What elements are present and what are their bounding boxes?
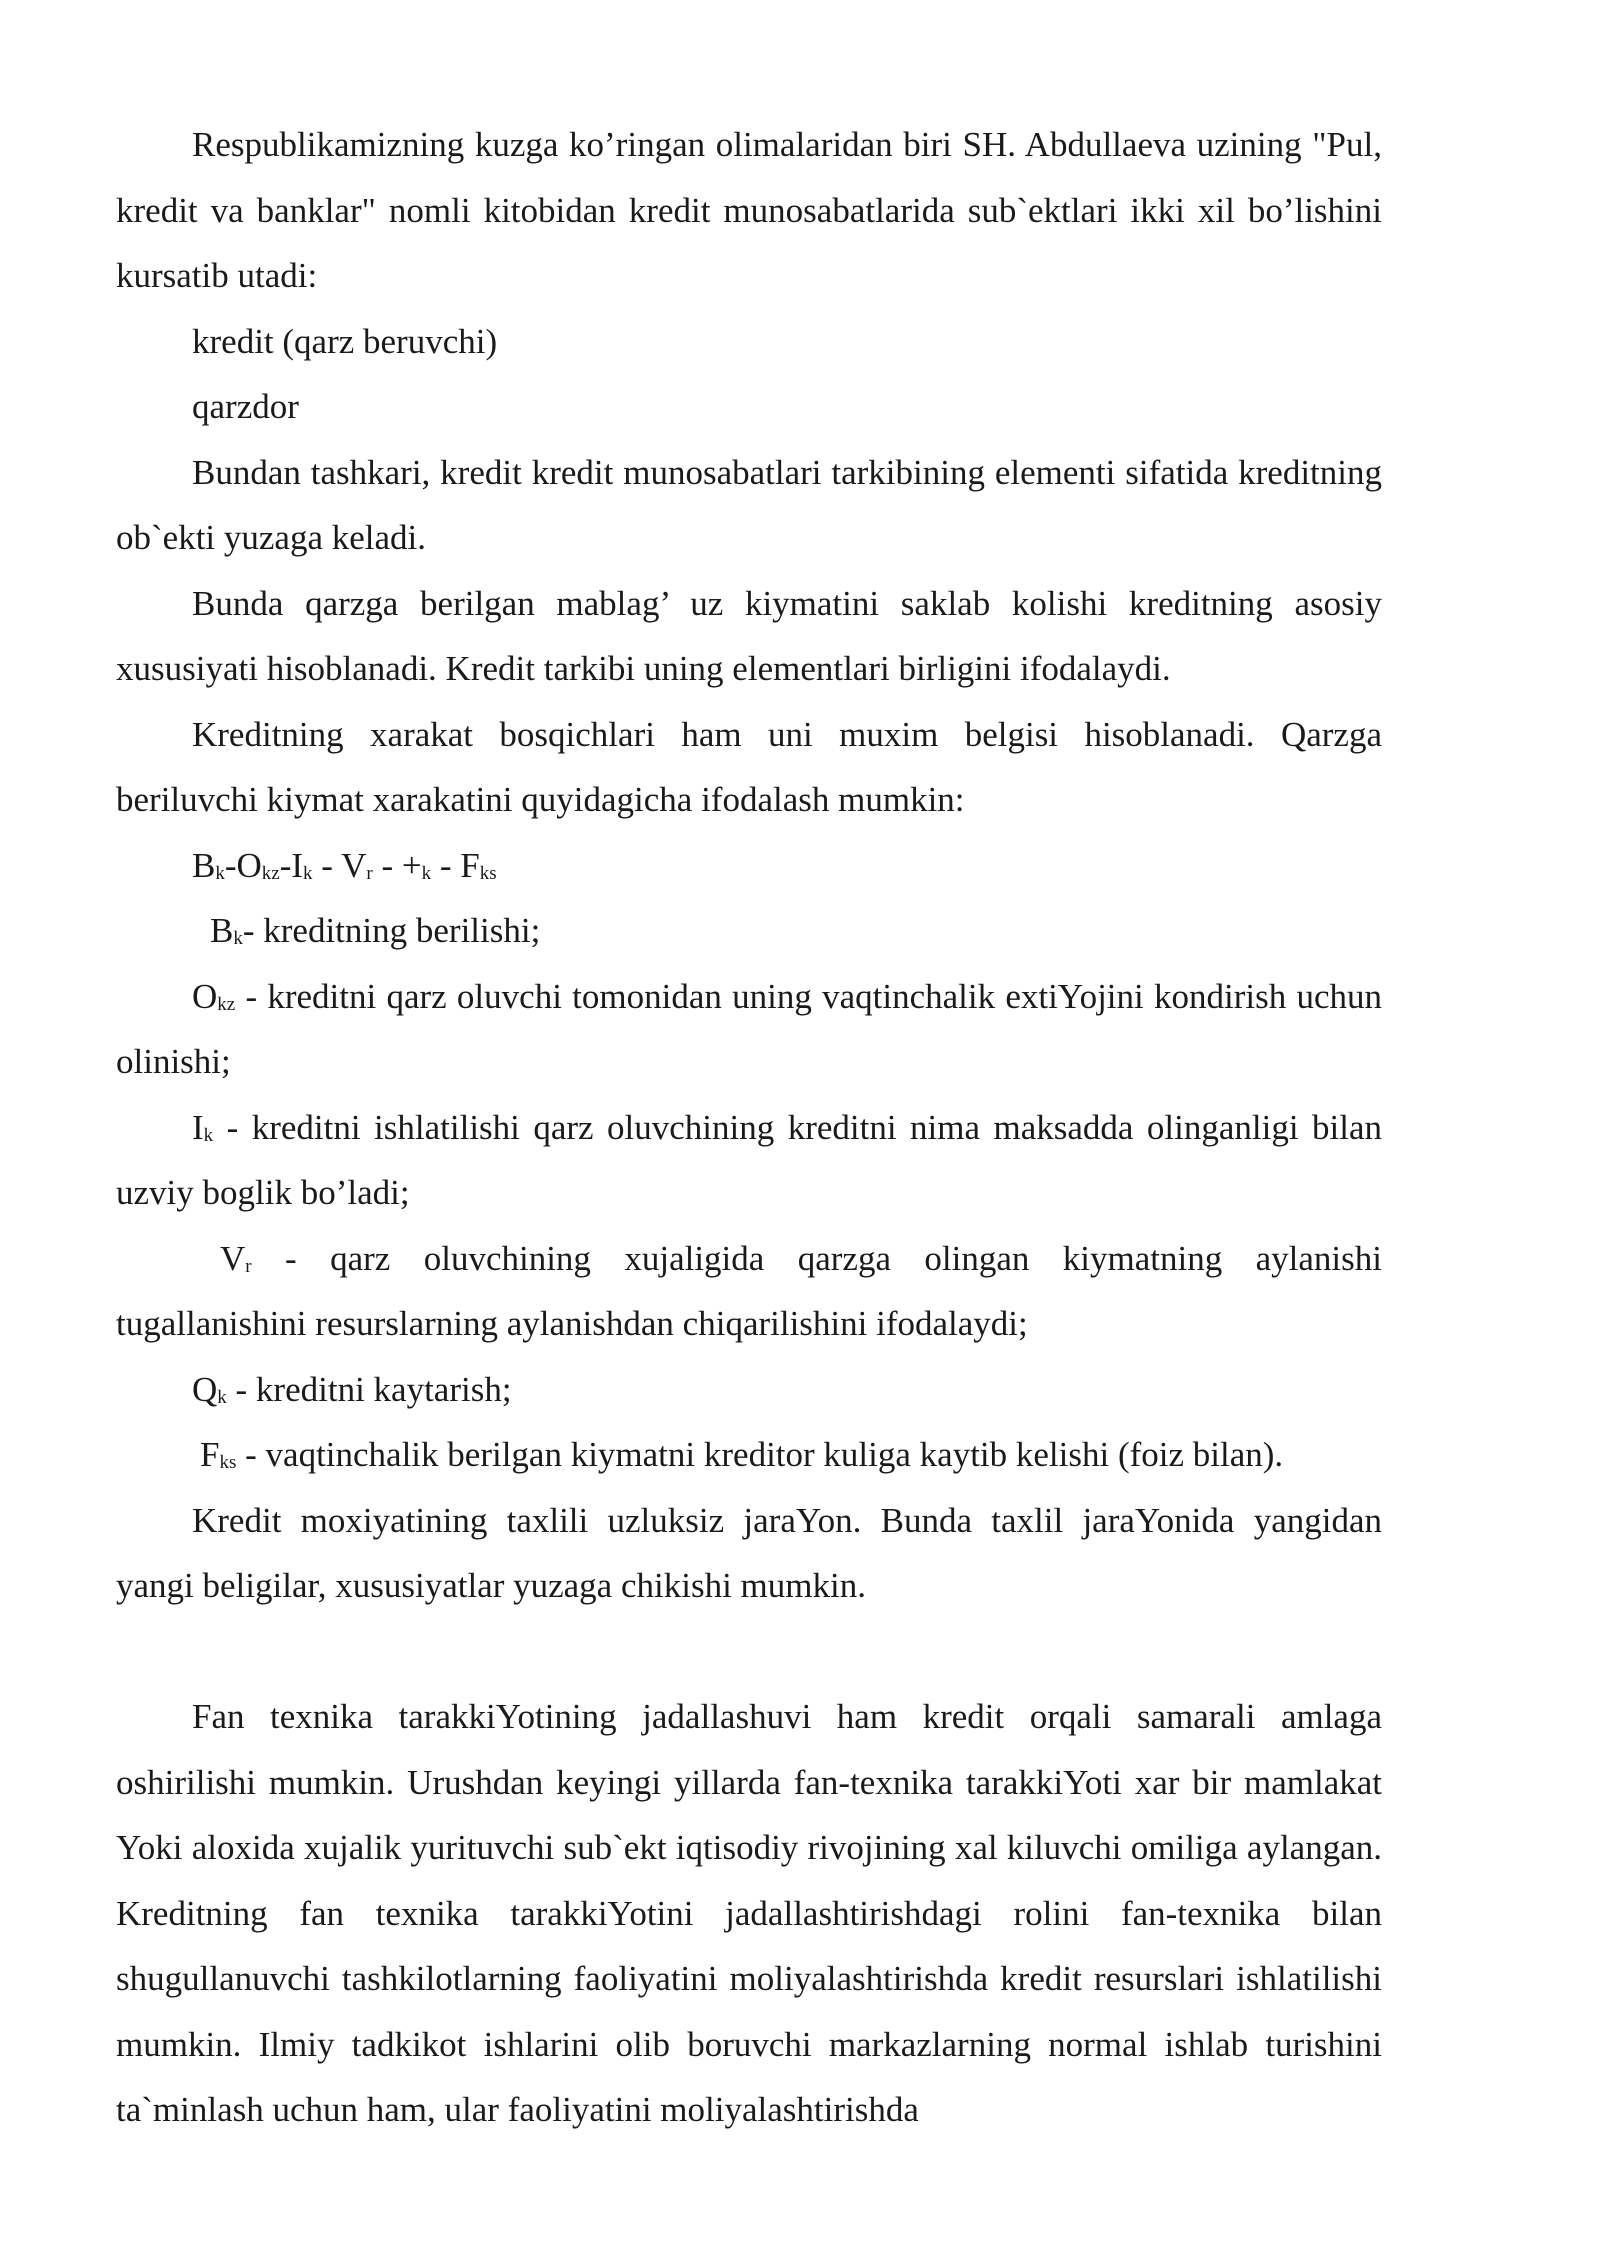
- formula-subscript: k: [303, 862, 313, 884]
- symbol-subscript: ks: [219, 1452, 237, 1473]
- formula-subscript: ks: [479, 862, 497, 884]
- definition-text: - vaqtinchalik berilgan kiymatni kreditor kuliga kaytib kelishi (foiz bilan).: [236, 1435, 1284, 1474]
- symbol-subscript: k: [233, 928, 243, 949]
- formula-subscript: k: [215, 862, 225, 884]
- formula-part: B: [192, 845, 216, 885]
- definition-text: - qarz oluvchining xujaligida qarzga olingan kiymatning aylanishi tugallanishini resurslarning aylanishdan chiqarilishini ifodalaydi;: [116, 1238, 1382, 1343]
- symbol: F: [200, 1435, 220, 1474]
- definition-text: - kreditni ishlatilishi qarz oluvchining kreditni nima maksadda olinganligi bilan uzviy boglik bo’ladi;: [116, 1107, 1382, 1212]
- definition-qk: [116, 1357, 1382, 1423]
- definition-ik: [116, 1095, 1382, 1226]
- blank-line: [116, 1619, 1382, 1685]
- paragraph-property: Bunda qarzga berilgan mablag’ uz kiymatini saklab kolishi kreditning asosiy xususiyati hisoblanadi. Kredit tarkibi uning elementlari birligini ifodalaydi.: [116, 583, 1382, 688]
- formula-subscript: k: [421, 862, 432, 884]
- symbol: I: [192, 1107, 204, 1147]
- symbol-subscript: r: [245, 1255, 252, 1277]
- formula-part: -O: [224, 845, 262, 885]
- symbol: O: [192, 976, 218, 1016]
- definition-vr: [116, 1226, 1382, 1357]
- definition-okz: [116, 964, 1382, 1095]
- formula-line: [116, 833, 1382, 899]
- formula-part: -I: [279, 845, 304, 885]
- document-page: [116, 112, 1382, 2143]
- definition-bk: [116, 898, 1382, 964]
- definition-fks: [116, 1422, 1382, 1488]
- formula-part: - V: [312, 845, 367, 885]
- definition-text: - kreditni qarz oluvchi tomonidan uning vaqtinchalik extiYojini kondirish uchun olinishi;: [116, 976, 1382, 1081]
- list-item-debtor: qarzdor: [192, 387, 299, 426]
- paragraph-intro: Respublikamizning kuzga ko’ringan olimalaridan biri SH. Abdullaeva uzining "Pul, kredit va banklar" nomli kitobidan kredit munosabatlarida sub`ektlari ikki xil bo’lishini kursatib utadi:: [116, 125, 1382, 295]
- paragraph-science: Fan texnika tarakkiYotining jadallashuvi ham kredit orqali samarali amlaga oshirilishi mumkin. Urushdan keyingi yillarda fan-texnika tarakkiYoti xar bir mamlakat Yoki aloxida xujalik yurituvchi sub`ekt iqtisodiy rivojining xal kiluvchi omiliga aylangan. Kreditning fan texnika tarakkiYotini jadallashtirishdagi rolini fan-texnika bilan shugullanuvchi tashkilotlarning faoliyatini moliyalashtirishda kredit resurslari ishlatilishi mumkin. Ilmiy tadkikot ishlarini olib boruvchi markazlarning normal ishlab turishini ta`minlash uchun ham, ular faoliyatini moliyalashtirishda: [116, 1697, 1382, 2129]
- symbol-subscript: k: [217, 1386, 227, 1408]
- formula-part: - +: [372, 845, 422, 885]
- definition-text: - kreditni kaytarish;: [226, 1369, 512, 1409]
- symbol: Q: [192, 1369, 218, 1409]
- symbol-subscript: kz: [217, 993, 236, 1015]
- formula-part: - F: [431, 845, 480, 885]
- paragraph-stages: Kreditning xarakat bosqichlari ham uni muxim belgisi hisoblanadi. Qarzga beriluvchi kiymat xarakatini quyidagicha ifodalash mumkin:: [116, 714, 1382, 819]
- symbol: B: [210, 911, 234, 950]
- symbol: V: [220, 1238, 246, 1278]
- list-item-creditor: kredit (qarz beruvchi): [192, 321, 498, 361]
- formula-subscript: kz: [261, 862, 280, 884]
- formula-subscript: r: [366, 862, 373, 884]
- definition-text: - kreditning berilishi;: [242, 911, 541, 950]
- paragraph-object: Bundan tashkari, kredit kredit munosabatlari tarkibining elementi sifatida kreditning ob`ekti yuzaga keladi.: [116, 452, 1382, 557]
- symbol-subscript: k: [203, 1124, 214, 1146]
- paragraph-analysis: Kredit moxiyatining taxlili uzluksiz jaraYon. Bunda taxlil jaraYonida yangidan yangi beligilar, xususiyatlar yuzaga chikishi mumkin.: [116, 1500, 1382, 1605]
